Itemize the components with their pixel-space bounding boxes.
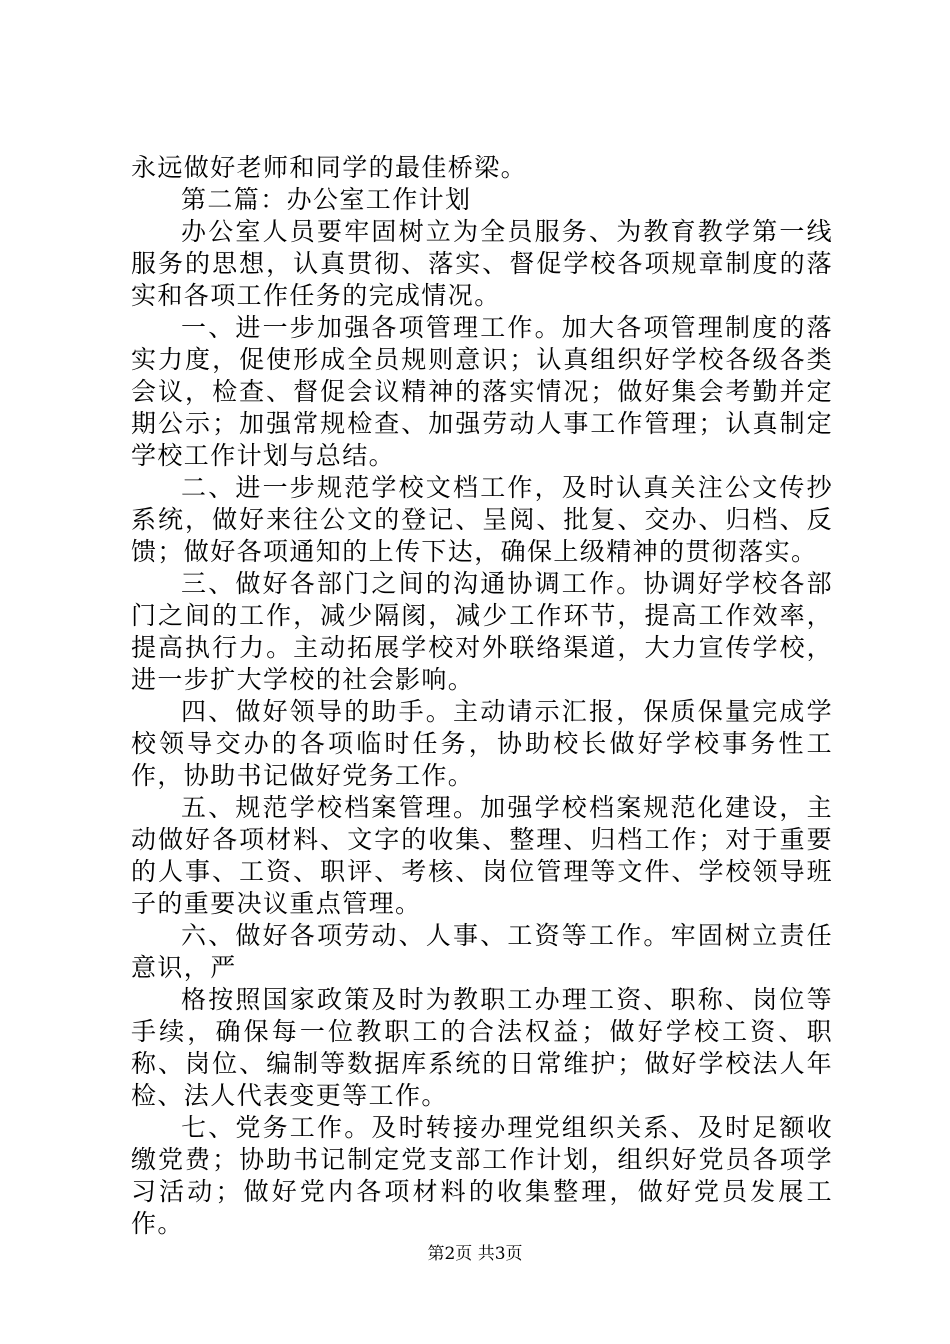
paragraph-intro: 办公室人员要牢固树立为全员服务、为教育教学第一线服务的思想，认真贯彻、落实、督促学校各项规章制度的落实和各项工作任务的完成情况。 bbox=[131, 217, 833, 310]
paragraph-item-6: 六、做好各项劳动、人事、工资等工作。牢固树立责任意识，严 bbox=[131, 921, 833, 982]
paragraph-item-7: 七、党务工作。及时转接办理党组织关系、及时足额收缴党费；协助书记制定党支部工作计划，组织好党员各项学习活动；做好党内各项材料的收集整理，做好党员发展工作。 bbox=[131, 1113, 833, 1238]
paragraph-item-6-continued: 格按照国家政策及时为教职工办理工资、职称、岗位等手续，确保每一位教职工的合法权益；做好学校工资、职称、岗位、编制等数据库系统的日常维护；做好学校法人年检、法人代表变更等工作。 bbox=[131, 985, 833, 1110]
paragraph-item-1: 一、进一步加强各项管理工作。加大各项管理制度的落实力度，促使形成全员规则意识；认真组织好学校各级各类会议，检查、督促会议精神的落实情况；做好集会考勤并定期公示；加强常规检查、加强劳动人事工作管理；认真制定学校工作计划与总结。 bbox=[131, 313, 833, 470]
document-body bbox=[131, 152, 833, 1240]
page-number-footer: 第2页 共3页 bbox=[427, 1244, 523, 1264]
paragraph-item-5: 五、规范学校档案管理。加强学校档案规范化建设，主动做好各项材料、文字的收集、整理、归档工作；对于重要的人事、工资、职评、考核、岗位管理等文件、学校领导班子的重要决议重点管理。 bbox=[131, 793, 833, 918]
section-heading: 第二篇：办公室工作计划 bbox=[181, 185, 472, 214]
paragraph-item-2: 二、进一步规范学校文档工作，及时认真关注公文传抄系统，做好来往公文的登记、呈阅、批复、交办、归档、反馈；做好各项通知的上传下达，确保上级精神的贯彻落实。 bbox=[131, 473, 833, 566]
paragraph-1: 永远做好老师和同学的最佳桥梁。 bbox=[131, 153, 528, 182]
paragraph-item-3: 三、做好各部门之间的沟通协调工作。协调好学校各部门之间的工作，减少隔阂，减少工作环节，提高工作效率，提高执行力。主动拓展学校对外联络渠道，大力宣传学校，进一步扩大学校的社会影响。 bbox=[131, 569, 833, 694]
paragraph-item-4: 四、做好领导的助手。主动请示汇报，保质保量完成学校领导交办的各项临时任务，协助校长做好学校事务性工作，协助书记做好党务工作。 bbox=[131, 697, 833, 790]
